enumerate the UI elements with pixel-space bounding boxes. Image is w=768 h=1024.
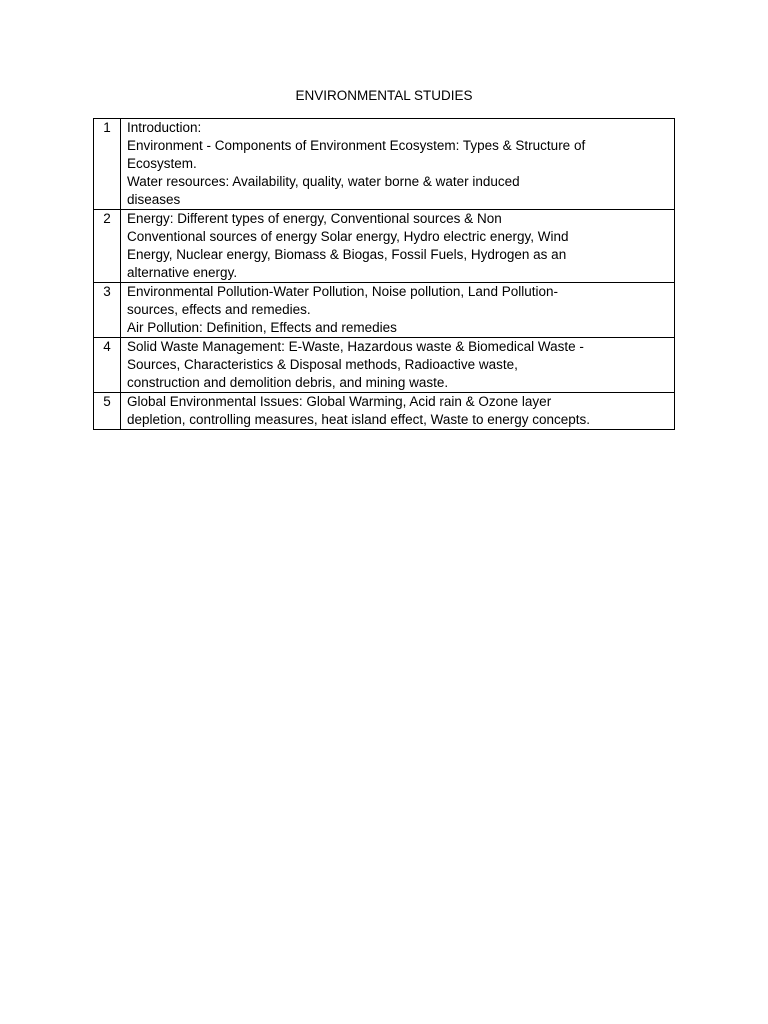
content-line: Air Pollution: Definition, Effects and remedies: [127, 320, 397, 335]
content-line: Energy, Nuclear energy, Biomass & Biogas, Fossil Fuels, Hydrogen as an: [127, 247, 567, 262]
table-row: [94, 393, 675, 430]
content-line: Sources, Characteristics & Disposal methods, Radioactive waste,: [127, 357, 518, 372]
content-line: Introduction:: [127, 120, 202, 135]
content-line: construction and demolition debris, and mining waste.: [127, 375, 449, 390]
content-line: Conventional sources of energy Solar energy, Hydro electric energy, Wind: [127, 229, 569, 244]
row-content: [121, 393, 675, 430]
syllabus-table: [93, 118, 675, 430]
row-number: 5: [94, 393, 121, 430]
row-number: 3: [94, 283, 121, 338]
content-line: Energy: Different types of energy, Conventional sources & Non: [127, 211, 502, 226]
content-line: diseases: [127, 192, 181, 207]
row-number: 1: [94, 119, 121, 210]
content-line: Water resources: Availability, quality, water borne & water induced: [127, 174, 520, 189]
content-line: Ecosystem.: [127, 156, 197, 171]
row-number: 2: [94, 210, 121, 283]
content-line: alternative energy.: [127, 265, 238, 280]
content-line: Global Environmental Issues: Global Warming, Acid rain & Ozone layer: [127, 394, 552, 409]
table-row: [94, 283, 675, 338]
content-line: sources, effects and remedies.: [127, 302, 311, 317]
row-content: [121, 210, 675, 283]
table-row: [94, 338, 675, 393]
row-content: [121, 119, 675, 210]
row-content: [121, 338, 675, 393]
content-line: Solid Waste Management: E-Waste, Hazardous waste & Biomedical Waste -: [127, 339, 584, 354]
table-row: [94, 119, 675, 210]
page-title: ENVIRONMENTAL STUDIES: [295, 88, 473, 103]
content-line: Environmental Pollution-Water Pollution, Noise pollution, Land Pollution-: [127, 284, 558, 299]
content-line: depletion, controlling measures, heat island effect, Waste to energy concepts.: [127, 412, 591, 427]
row-content: [121, 283, 675, 338]
table-row: [94, 210, 675, 283]
content-line: Environment - Components of Environment Ecosystem: Types & Structure of: [127, 138, 586, 153]
row-number: 4: [94, 338, 121, 393]
